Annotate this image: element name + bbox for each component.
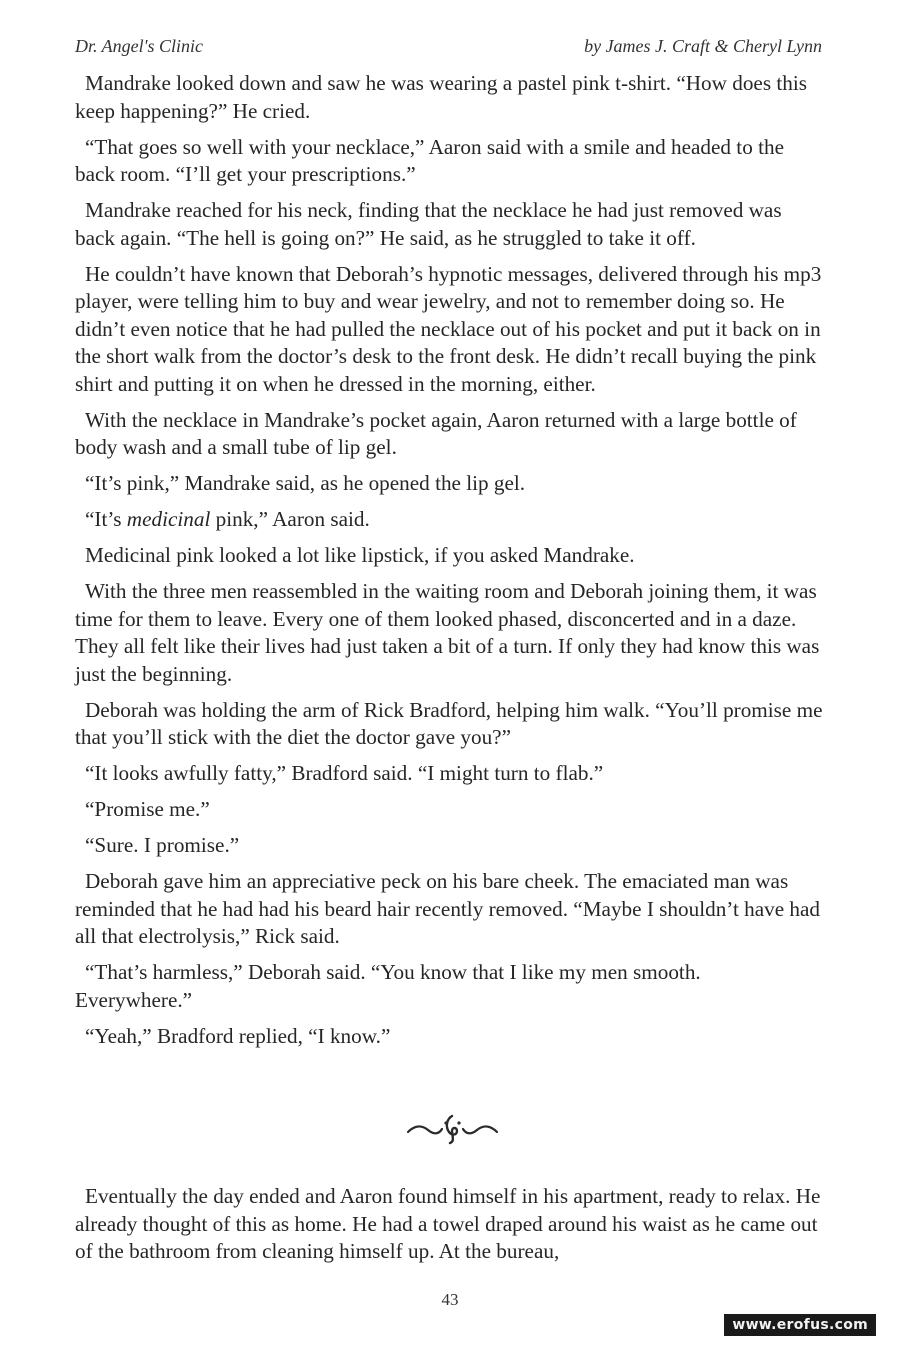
watermark-badge: www.erofus.com	[724, 1314, 876, 1336]
paragraph: Eventually the day ended and Aaron found himself in his apartment, ready to relax. He already thought of this as home. He had a towel draped around his waist as he came out of the bathroom from cleaning himself up. At the bureau,	[75, 1184, 821, 1263]
paragraph: “Sure. I promise.”	[85, 833, 240, 857]
running-header	[75, 36, 822, 60]
medicinal-emphasis: medicinal	[126, 507, 211, 531]
paragraph: “It looks awfully fatty,” Bradford said. “I might turn to flab.”	[85, 761, 604, 785]
paragraph-medicinal	[75, 506, 823, 534]
paragraph: “Promise me.”	[85, 797, 210, 821]
header-book-title: Dr. Angel's Clinic	[75, 36, 204, 56]
paragraph: Deborah was holding the arm of Rick Bradford, helping him walk. “You’ll promise me that you’ll stick with the diet the doctor gave you?”	[75, 697, 823, 749]
paragraph: “Yeah,” Bradford replied, “I know.”	[85, 1023, 391, 1048]
paragraph: Mandrake looked down and saw he was wearing a pastel pink t-shirt. “How does this keep happening?” He cried.	[75, 71, 807, 123]
paragraph: With the three men reassembled in the waiting room and Deborah joining them, it was time for them to leave. Every one of them looked phased, disconcerted and in a daze. They all felt like their lives had just taken a bit of a turn. If only they had know this was just the beginning.	[75, 579, 820, 686]
fleuron-ornament-icon	[405, 1112, 500, 1146]
paragraph: He couldn’t have known that Deborah’s hypnotic messages, delivered through his mp3 player, were telling him to buy and wear jewelry, and not to remember doing so. He didn’t even notice that he had pulled the necklace out of his pocket and put it back on in the short walk from the doctor’s desk to the front desk. He didn’t recall buying the pink shirt and putting it on when he dressed in the morning, either.	[75, 261, 822, 396]
header-authors: by James J. Craft & Cheryl Lynn	[584, 36, 822, 56]
body-text	[75, 70, 823, 1059]
paragraph: Mandrake reached for his neck, finding that the necklace he had just removed was back again. “The hell is going on?” He said, as he struggled to take it off.	[75, 198, 782, 250]
paragraph: “That’s harmless,” Deborah said. “You know that I like my men smooth. Everywhere.”	[75, 960, 701, 1012]
paragraph: “It’s pink,” Mandrake said, as he opened the lip gel.	[85, 471, 526, 495]
medicinal-after: pink,” Aaron said.	[210, 507, 370, 531]
page-number: 43	[441, 1290, 459, 1309]
medicinal-before: “It’s	[85, 507, 127, 531]
paragraph: Medicinal pink looked a lot like lipstick, if you asked Mandrake.	[85, 543, 635, 567]
after-break-text	[75, 1183, 823, 1266]
paragraph: “That goes so well with your necklace,” Aaron said with a smile and headed to the back room. “I’ll get your prescriptions.”	[75, 134, 784, 186]
paragraph: With the necklace in Mandrake’s pocket again, Aaron returned with a large bottle of body wash and a small tube of lip gel.	[75, 407, 797, 459]
paragraph: Deborah gave him an appreciative peck on his bare cheek. The emaciated man was reminded that he had had his beard hair recently removed. “Maybe I shouldn’t have had all that electrolysis,” Rick said.	[75, 869, 821, 948]
